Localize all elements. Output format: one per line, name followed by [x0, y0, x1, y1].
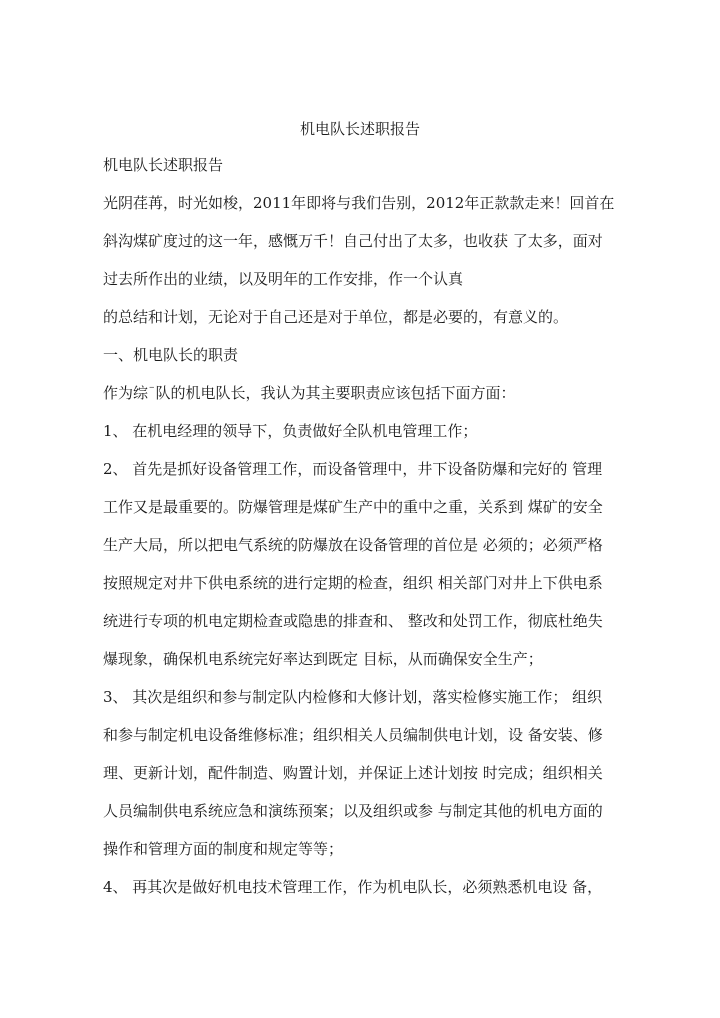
paragraph-line: 统进行专项的机电定期检查或隐患的排查和、 整改和处罚工作，彻底杜绝失: [103, 612, 603, 630]
paragraph-fragment: 作为综: [103, 384, 149, 402]
list-item-2: 2、 首先是抓好设备管理工作，而设备管理中，井下设备防爆和完好的 管理: [103, 460, 603, 478]
paragraph-line: 操作和管理方面的制度和规定等等；: [103, 840, 344, 858]
list-item-1: 1、 在机电经理的领导下，负责做好全队机电管理工作；: [103, 422, 478, 440]
paragraph-line: 和参与制定机电设备维修标准；组织相关人员编制供电计划，设 备安装、修: [103, 726, 603, 744]
document-title: 机电队长述职报告: [299, 120, 420, 138]
paragraph-line: 按照规定对井下供电系统的进行定期的检查，组织 相关部门对井上下供电系: [103, 574, 603, 592]
faint-mark: ¯: [148, 384, 156, 402]
paragraph-fragment: 队的机电队长，我认为其主要职责应该包括下面方面：: [155, 384, 516, 402]
paragraph-line: 光阴荏苒，时光如梭，2011年即将与我们告别，2012年正款款走来！回首在: [103, 194, 615, 212]
paragraph-line: 爆现象，确保机电系统完好率达到既定 目标，从而确保安全生产；: [103, 650, 543, 668]
paragraph-line: 人员编制供电系统应急和演练预案；以及组织或参 与制定其他的机电方面的: [103, 802, 603, 820]
paragraph-line: 过去所作出的业绩，以及明年的工作安排，作一个认真: [103, 270, 464, 288]
paragraph-line: [103, 382, 623, 404]
paragraph-line: 理、更新计划，配件制造、购置计划，并保证上述计划按 时完成；组织相关: [103, 764, 603, 782]
document-subtitle: 机电队长述职报告: [103, 156, 224, 174]
paragraph-line: 生产大局，所以把电气系统的防爆放在设备管理的首位是 必须的；必须严格: [103, 536, 603, 554]
paragraph-line: 的总结和计划，无论对于自己还是对于单位，都是必要的，有意义的。: [103, 308, 569, 326]
list-item-4: 4、 再其次是做好机电技术管理工作，作为机电队长，必须熟悉机电设 备，: [103, 878, 603, 896]
paragraph-line: 斜沟煤矿度过的这一年，感慨万千！自己付出了太多，也收获 了太多，面对: [103, 232, 603, 250]
paragraph-line: 工作又是最重要的。防爆管理是煤矿生产中的重中之重，关系到 煤矿的安全: [103, 498, 603, 516]
section-heading: 一、机电队长的职责: [103, 346, 239, 364]
list-item-3: 3、 其次是组织和参与制定队内检修和大修计划，落实检修实施工作； 组织: [103, 688, 603, 706]
